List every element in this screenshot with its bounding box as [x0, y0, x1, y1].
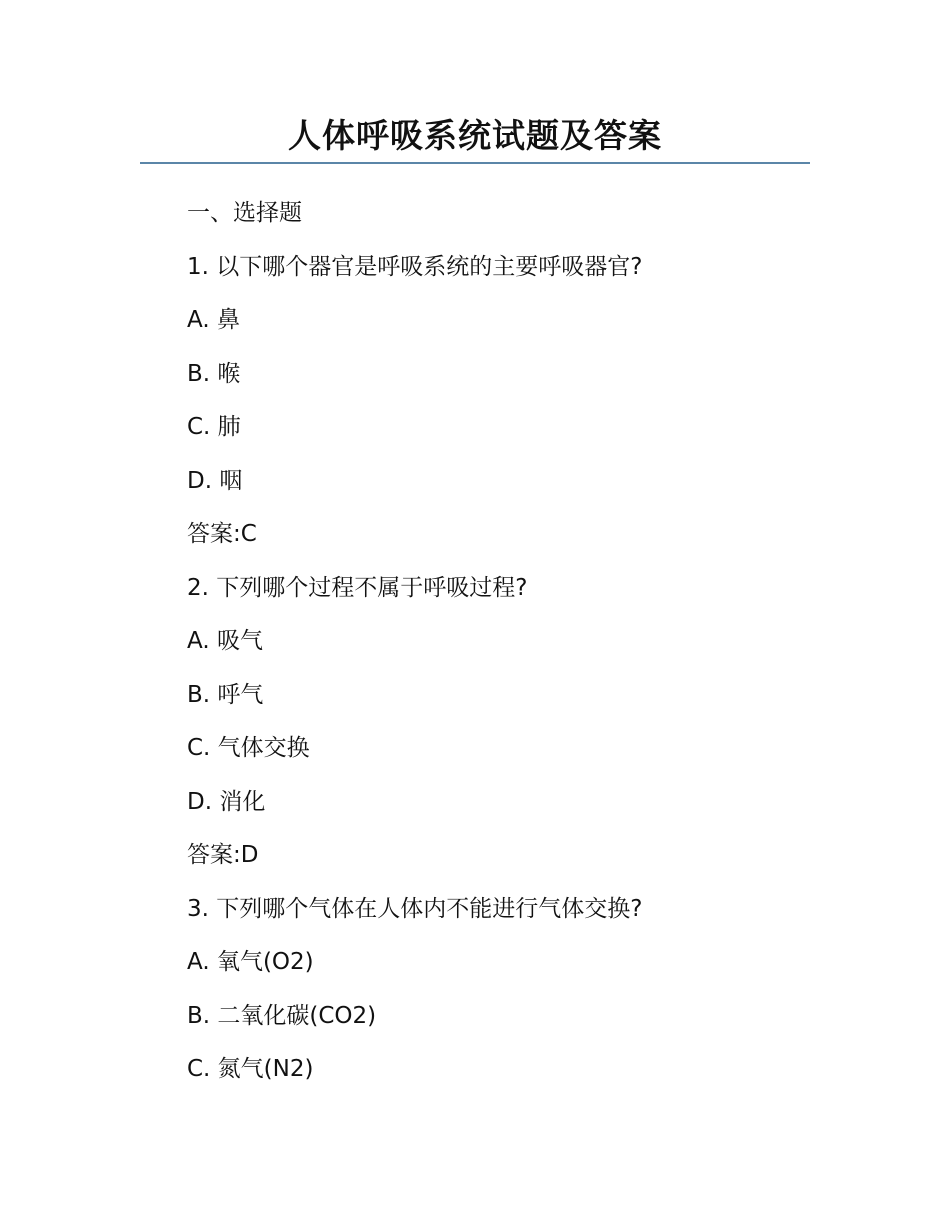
question-text: 1. 以下哪个器官是呼吸系统的主要呼吸器官? — [187, 253, 643, 280]
option-a: A. 鼻 — [187, 307, 240, 333]
option-a: A. 氧气(O2) — [187, 949, 314, 975]
question-block — [187, 570, 787, 891]
option-c: C. 气体交换 — [187, 735, 310, 761]
option-c: C. 肺 — [187, 414, 241, 440]
option-b: B. 二氧化碳(CO2) — [187, 1002, 377, 1029]
document-title: 人体呼吸系统试题及答案 — [288, 116, 662, 155]
option-d: D. 消化 — [187, 788, 266, 815]
option-d: D. 咽 — [187, 467, 243, 494]
document-body — [187, 195, 787, 1105]
option-b: B. 喉 — [187, 360, 241, 387]
option-a: A. 吸气 — [187, 628, 263, 654]
answer-text: 答案:D — [187, 842, 259, 868]
title-divider — [140, 162, 810, 164]
option-c: C. 氮气(N2) — [187, 1056, 314, 1082]
question-text: 3. 下列哪个气体在人体内不能进行气体交换? — [187, 895, 643, 922]
answer-text: 答案:C — [187, 521, 257, 547]
question-block — [187, 891, 787, 1105]
question-text: 2. 下列哪个过程不属于呼吸过程? — [187, 574, 528, 601]
question-block — [187, 249, 787, 570]
section-heading: 一、选择题 — [187, 200, 302, 226]
option-b: B. 呼气 — [187, 681, 264, 708]
